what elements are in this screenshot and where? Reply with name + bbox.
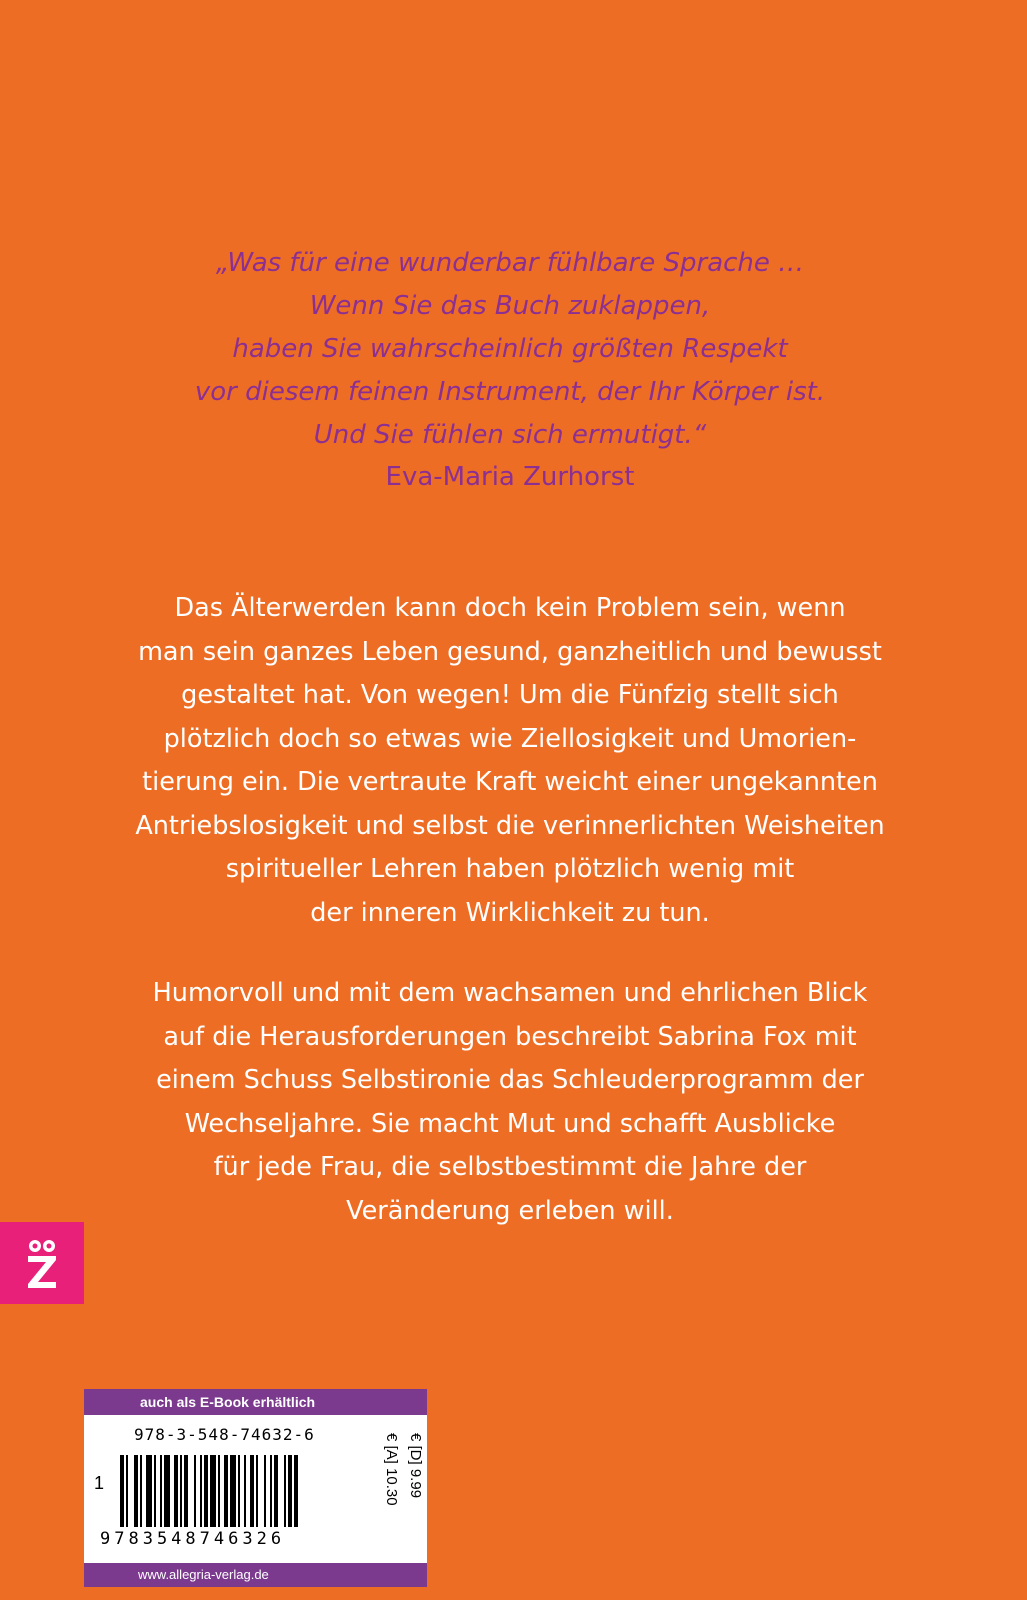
paragraph-line: einem Schuss Selbstironie das Schleuderprogramm der	[156, 1065, 864, 1095]
barcode-bar	[200, 1455, 202, 1527]
quote-line: „Was für eine wunderbar fühlbare Sprache …	[215, 248, 805, 278]
quote-line: vor diesem feinen Instrument, der Ihr Körper ist.	[194, 377, 826, 407]
description-paragraph-2	[60, 972, 960, 1233]
quote-line: haben Sie wahrscheinlich größten Respekt	[232, 334, 788, 364]
barcode-bar	[238, 1455, 240, 1527]
barcode-bar	[288, 1455, 292, 1527]
paragraph-line: Das Älterwerden kann doch kein Problem sein, wenn	[174, 593, 846, 623]
barcode-bar	[174, 1455, 178, 1527]
isbn-number: 978-3-548-74632-6	[134, 1425, 315, 1444]
paragraph-line: für jede Frau, die selbstbestimmt die Jahre der	[213, 1152, 807, 1182]
paragraph-line: plötzlich doch so etwas wie Ziellosigkeit und Umorien-	[163, 723, 857, 754]
barcode-bar	[126, 1455, 128, 1527]
barcode-bar	[146, 1455, 152, 1527]
quote-line: Wenn Sie das Buch zuklappen,	[309, 291, 711, 321]
barcode-bar	[230, 1455, 236, 1527]
barcode-bar	[160, 1455, 162, 1527]
paragraph-line: man sein ganzes Leben gesund, ganzheitlich und bewusst	[138, 636, 882, 667]
barcode-bar	[194, 1455, 196, 1527]
paragraph-line: spiritueller Lehren haben plötzlich wenig mit	[225, 854, 795, 884]
price-austria: € [A] 10.30	[383, 1433, 400, 1506]
paragraph-line: auf die Herausforderungen beschreibt Sabrina Fox mit	[163, 1021, 857, 1052]
paragraph-line: Wechseljahre. Sie macht Mut und schafft Ausblicke	[184, 1108, 836, 1139]
barcode-bar	[134, 1455, 138, 1527]
price-germany: € [D] 9.99	[407, 1433, 424, 1499]
barcode-bar	[164, 1455, 170, 1527]
ean-number: 9783548746326	[100, 1529, 286, 1549]
barcode-bar	[270, 1455, 272, 1527]
owl-logo-icon	[22, 1236, 62, 1290]
paragraph-line: Humorvoll und mit dem wachsamen und ehrlichen Blick	[152, 978, 868, 1008]
quote-line: Und Sie fühlen sich ermutigt.“	[313, 420, 707, 450]
barcode-bar	[180, 1455, 182, 1527]
paragraph-line: der inneren Wirklichkeit zu tun.	[310, 897, 710, 928]
description-paragraph-1	[60, 587, 960, 935]
barcode-bar	[204, 1455, 208, 1527]
publisher-logo	[0, 1222, 84, 1304]
blurb-quote	[110, 242, 910, 457]
barcode-bar	[284, 1455, 286, 1527]
paragraph-line: tierung ein. Die vertraute Kraft weicht einer ungekannten	[142, 767, 878, 797]
barcode-bar	[250, 1455, 254, 1527]
paragraph-line: Veränderung erleben will.	[346, 1195, 674, 1226]
barcode-lead-digit: 1	[94, 1473, 105, 1493]
barcode-bar	[184, 1455, 188, 1527]
barcode-bar	[120, 1455, 124, 1527]
barcode-bar	[210, 1455, 216, 1527]
barcode-bar	[294, 1455, 298, 1527]
paragraph-line: Antriebslosigkeit und selbst die verinnerlichten Weisheiten	[135, 810, 885, 841]
barcode-bar	[154, 1455, 156, 1527]
barcode-bar	[274, 1455, 278, 1527]
ebook-note: auch als E-Book erhältlich	[84, 1389, 427, 1415]
barcode-bar	[256, 1455, 258, 1527]
quote-author: Eva-Maria Zurhorst	[385, 462, 635, 492]
barcode-bar	[264, 1455, 266, 1527]
barcode-bars	[120, 1455, 375, 1527]
barcode-bar	[224, 1455, 228, 1527]
barcode-panel	[84, 1389, 427, 1587]
barcode-bar	[140, 1455, 142, 1527]
barcode-bar	[244, 1455, 246, 1527]
publisher-website: www.allegria-verlag.de	[84, 1563, 427, 1587]
barcode-bar	[218, 1455, 220, 1527]
paragraph-line: gestaltet hat. Von wegen! Um die Fünfzig stellt sich	[181, 680, 839, 710]
